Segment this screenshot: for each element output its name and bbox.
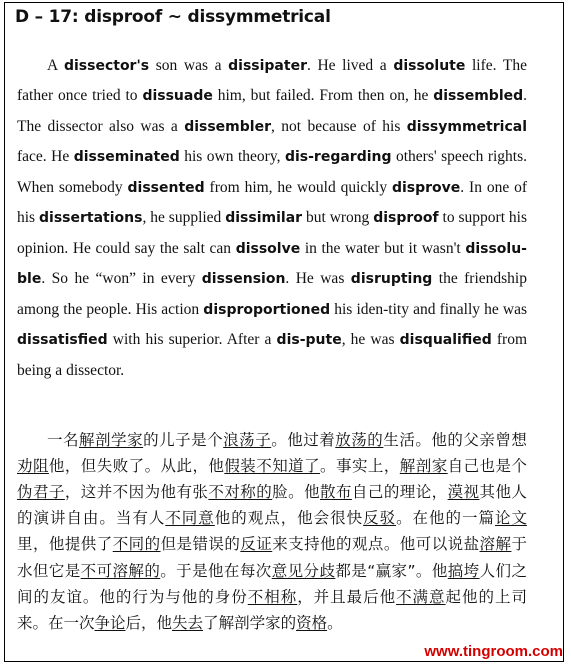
vocab-word: disseminated — [73, 149, 180, 165]
vocab-word: dissented — [127, 179, 205, 196]
english-paragraph — [17, 51, 527, 387]
text-run: 。 — [327, 613, 343, 632]
page-title: D – 17: disproof ~ dissymmetrical — [15, 7, 331, 27]
text-run: 。于是他在每次 — [160, 561, 272, 580]
underlined-term: 漠视 — [447, 482, 480, 501]
underlined-term: 解剖家 — [399, 456, 448, 475]
text-run: 其他人的演讲自由。当有人 — [17, 482, 527, 528]
text-run: . In one of his — [17, 178, 528, 226]
text-run: 了解剖学家的 — [203, 613, 297, 632]
underlined-term: 假装不知道了 — [224, 456, 321, 475]
page-frame — [4, 2, 564, 662]
text-run: his iden-tity and finally he was — [330, 300, 528, 318]
underlined-term: 放荡的 — [335, 430, 384, 449]
vocab-word: dis-pute — [276, 332, 342, 348]
underlined-term: 劝阻 — [17, 456, 49, 475]
vocab-word: dissertations — [39, 210, 143, 226]
vocab-word: dissembled — [433, 88, 524, 104]
chinese-paragraph — [17, 427, 527, 637]
text-run: 。事实上， — [320, 456, 400, 475]
text-run: 都是“赢家”。他 — [335, 561, 448, 580]
underlined-term: 浪荡子 — [223, 430, 272, 449]
text-run: life. The father once tried to — [17, 56, 527, 104]
vocab-word: dissolu-ble — [17, 240, 527, 287]
underlined-term: 反证 — [240, 535, 273, 554]
underlined-term: 意见分歧 — [271, 561, 336, 580]
text-run: 里，他提供了 — [17, 535, 113, 554]
underlined-term: 解剖学家 — [79, 430, 144, 449]
text-run: face. He — [17, 148, 74, 165]
vocab-word: dissector's — [63, 57, 150, 74]
text-run: 他的观点，他会很快 — [214, 509, 364, 528]
text-run: with his superior. After a — [107, 331, 277, 348]
text-run: his own theory, — [179, 148, 285, 165]
vocab-word: dissuade — [142, 88, 213, 104]
underlined-term: 争论 — [94, 613, 126, 632]
text-run: 于水但它是 — [17, 535, 527, 580]
underlined-term: 散布 — [320, 482, 352, 501]
text-run: others' speech rights. When somebody — [17, 148, 527, 196]
vocab-word: dissolute — [393, 57, 466, 74]
underlined-term: 资格 — [296, 613, 328, 632]
text-run: 他，但失败了。从此，他 — [48, 456, 225, 475]
vocab-word: dissolve — [235, 240, 301, 257]
text-run: the friendship among the people. His action — [17, 270, 527, 318]
underlined-term: 伪君子 — [17, 482, 65, 501]
underlined-term: 不同的 — [112, 535, 161, 554]
underlined-term: 溶解 — [479, 535, 512, 554]
underlined-term: 不满意 — [396, 587, 446, 606]
text-run: A — [47, 56, 64, 74]
text-run: . He was — [285, 270, 351, 287]
vocab-word: disrupting — [350, 271, 433, 287]
underlined-term: 论文 — [494, 509, 527, 528]
text-run: 人们之间的友谊。他的行为与他的身份 — [17, 561, 527, 606]
text-run: 。他过着 — [271, 430, 336, 449]
vocab-word: disproof — [373, 210, 439, 226]
text-run: ，这并不因为他有张 — [64, 482, 209, 501]
text-run: 但是错误的 — [160, 535, 241, 554]
underlined-term: 不对称的 — [208, 482, 273, 501]
vocab-word: disqualified — [399, 332, 492, 348]
text-run: son was a — [149, 56, 229, 74]
text-run: . The dissector also was a — [17, 87, 528, 135]
text-run: from being a dissector. — [17, 331, 527, 379]
text-run: , not because of his — [270, 117, 407, 135]
underlined-term: 不可溶解的 — [80, 561, 161, 580]
vocab-word: dissymmetrical — [406, 118, 527, 135]
site-watermark: www.tingroom.com — [424, 643, 563, 660]
text-run: 自己也是个 — [447, 456, 527, 475]
text-run: 来支持他的观点。他可以说盐 — [272, 535, 480, 554]
text-run: 生活。他的父亲曾想 — [383, 430, 527, 449]
text-run: 脸。他 — [272, 482, 321, 501]
text-run: to support his opinion. He could say the salt can — [17, 209, 528, 257]
underlined-term: 失去 — [172, 613, 204, 632]
vocab-word: dissimilar — [225, 210, 303, 226]
vocab-word: dis-regarding — [284, 149, 392, 165]
text-run: from him, he would quickly — [204, 178, 392, 196]
text-run: but wrong — [302, 209, 374, 226]
text-run: 自己的理论， — [351, 482, 448, 501]
text-run: . So he “won” in every — [41, 270, 202, 287]
text-run: 后，他 — [125, 613, 173, 632]
text-run: 的儿子是个 — [143, 430, 224, 449]
text-run: 起他的上司来。在一次 — [17, 587, 527, 632]
underlined-term: 搞垮 — [447, 561, 480, 580]
text-run: 。在他的一篇 — [396, 509, 495, 528]
text-run: in the water but it wasn't — [300, 239, 466, 257]
vocab-word: dissembler — [184, 118, 271, 135]
vocab-word: dissatisfied — [17, 332, 108, 348]
vocab-word: disproportioned — [203, 301, 331, 318]
underlined-term: 不相称 — [247, 587, 298, 606]
text-run: . He lived a — [306, 56, 394, 74]
text-run: him, but failed. From then on, he — [212, 87, 434, 104]
vocab-word: disprove — [391, 179, 461, 196]
vocab-word: dissension — [201, 271, 286, 287]
text-run: , he was — [341, 331, 400, 348]
underlined-term: 反驳 — [363, 509, 397, 528]
text-run: ，并且最后他 — [297, 587, 397, 606]
vocab-word: dissipater — [228, 57, 307, 74]
underlined-term: 不同意 — [165, 509, 215, 528]
text-run: , he supplied — [142, 209, 226, 226]
text-run: 一名 — [47, 430, 80, 449]
